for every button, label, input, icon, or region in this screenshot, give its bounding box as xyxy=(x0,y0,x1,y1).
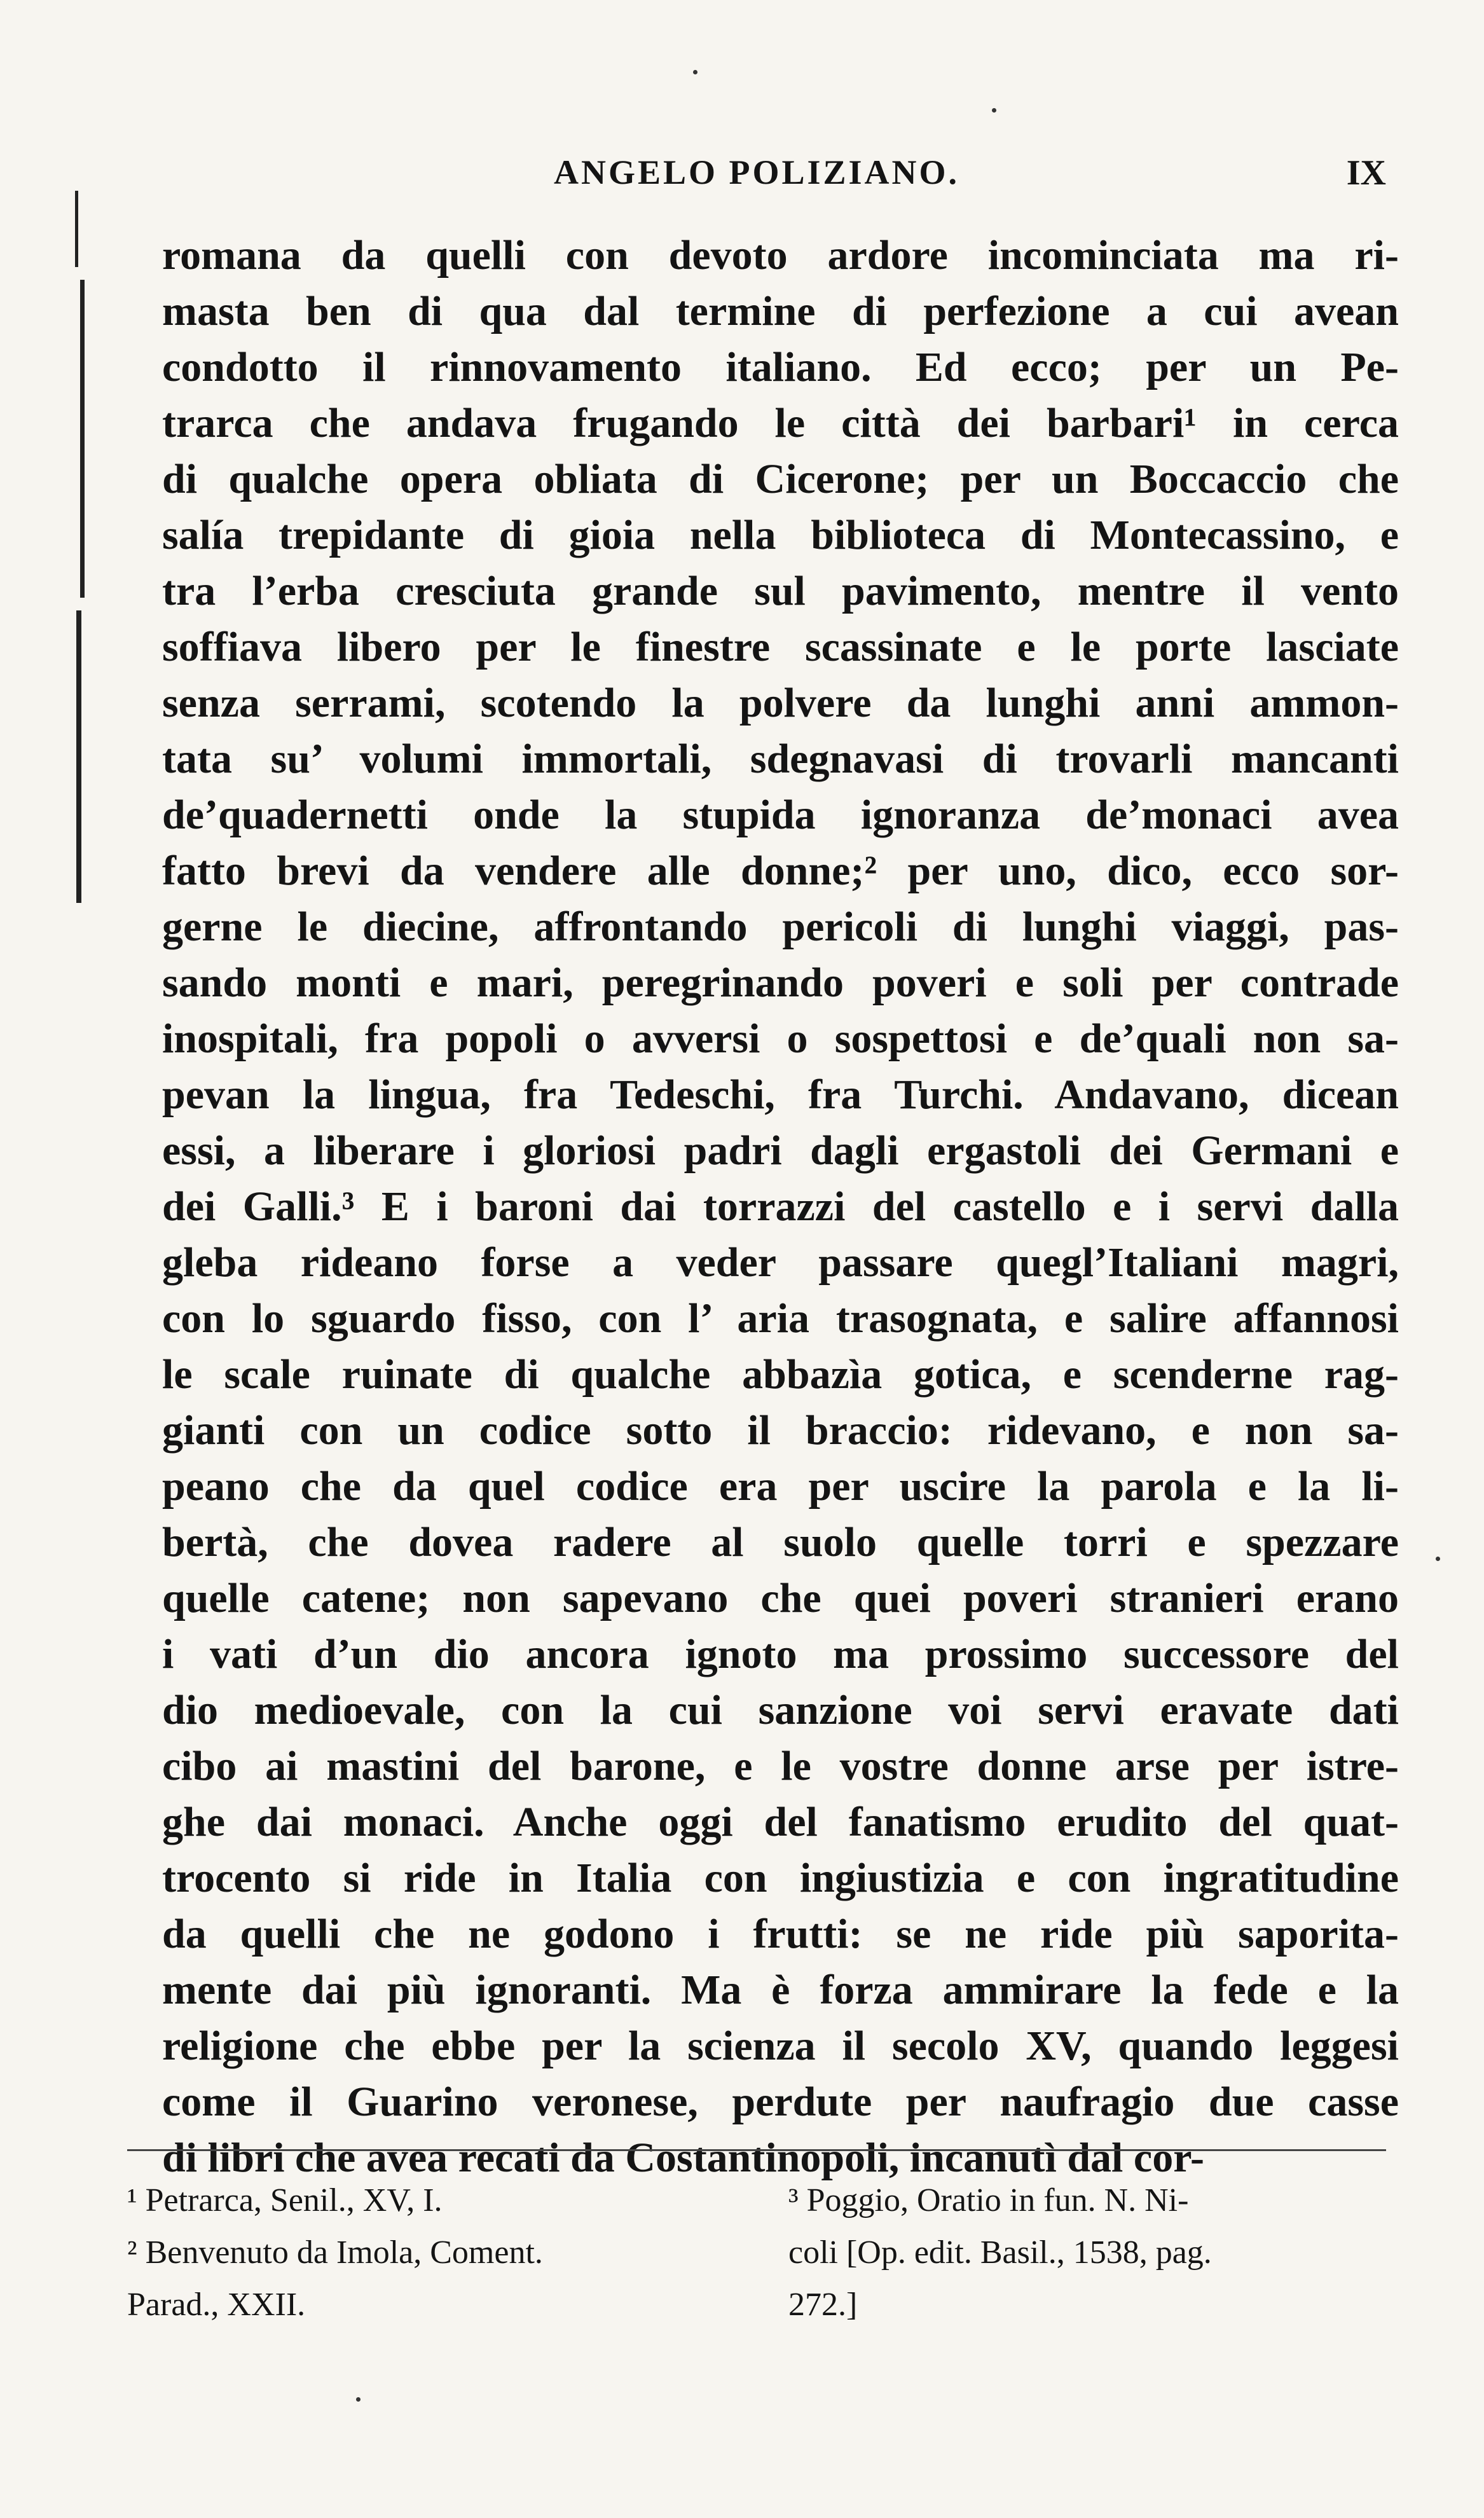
text-line: dei Galli.³ E i baroni dai torrazzi del castello e i servi dalla xyxy=(162,1183,1399,1230)
text-line: masta ben di qua dal termine di perfezione a cui avean xyxy=(162,288,1399,334)
text-line: gleba rideano forse a veder passare quegl’Italiani magri, xyxy=(162,1239,1399,1286)
footnotes-right-column xyxy=(788,2175,1386,2331)
text-line: inospitali, fra popoli o avversi o sospettosi e de’quali non sa- xyxy=(162,1015,1399,1062)
text-line: sando monti e mari, peregrinando poveri e soli per contrade xyxy=(162,960,1399,1006)
text-line: romana da quelli con devoto ardore incominciata ma ri- xyxy=(162,232,1399,279)
text-line: fatto brevi da vendere alle donne;² per uno, dico, ecco sor- xyxy=(162,848,1399,894)
text-line: di libri che avea recati da Costantinopoli, incanutì dal cor- xyxy=(162,2135,1205,2181)
text-line: con lo sguardo fisso, con l’ aria trasognata, e salire affannosi xyxy=(162,1295,1399,1342)
text-line: salía trepidante di gioia nella biblioteca di Montecassino, e xyxy=(162,512,1399,558)
text-line: essi, a liberare i gloriosi padri dagli ergastoli dei Germani e xyxy=(162,1127,1399,1174)
speck xyxy=(1436,1557,1440,1561)
text-line: trocento si ride in Italia con ingiustizia e con ingratitudine xyxy=(162,1855,1399,1901)
footnote-line: Parad., XXII. xyxy=(127,2287,306,2323)
footnote-line: 272.] xyxy=(788,2287,858,2323)
text-line: bertà, che dovea radere al suolo quelle torri e spezzare xyxy=(162,1519,1399,1565)
text-line: dio medioevale, con la cui sanzione voi servi eravate dati xyxy=(162,1687,1399,1733)
text-line: come il Guarino veronese, perdute per naufragio due casse xyxy=(162,2079,1399,2125)
page-number: IX xyxy=(1346,153,1386,193)
footnote-line: ³ Poggio, Oratio in fun. N. Ni- xyxy=(788,2182,1189,2219)
margin-mark xyxy=(80,280,85,598)
speck xyxy=(356,2397,361,2402)
text-line: mente dai più ignoranti. Ma è forza ammirare la fede e la xyxy=(162,1967,1399,2013)
margin-mark xyxy=(75,191,78,267)
text-line: peano che da quel codice era per uscire la parola e la li- xyxy=(162,1463,1399,1510)
text-line: cibo ai mastini del barone, e le vostre donne arse per istre- xyxy=(162,1743,1399,1789)
text-line: quelle catene; non sapevano che quei poveri stranieri erano xyxy=(162,1575,1399,1621)
text-line: da quelli che ne godono i frutti: se ne ride più saporita- xyxy=(162,1911,1399,1957)
body-text xyxy=(162,228,1399,2186)
text-line: de’quadernetti onde la stupida ignoranza de’monaci avea xyxy=(162,792,1399,838)
text-line: le scale ruinate di qualche abbazìa gotica, e scenderne rag- xyxy=(162,1351,1399,1398)
running-title: ANGELO POLIZIANO. xyxy=(553,153,960,191)
text-line: soffiava libero per le finestre scassinate e le porte lasciate xyxy=(162,624,1399,670)
text-line: ghe dai monaci. Anche oggi del fanatismo erudito del quat- xyxy=(162,1799,1399,1845)
footnote-line: coli [Op. edit. Basil., 1538, pag. xyxy=(788,2234,1212,2271)
footnote-line: ¹ Petrarca, Senil., XV, I. xyxy=(127,2182,443,2219)
text-line: i vati d’un dio ancora ignoto ma prossimo successore del xyxy=(162,1631,1399,1677)
text-line: condotto il rinnovamento italiano. Ed ecco; per un Pe- xyxy=(162,344,1399,390)
text-line: senza serrami, scotendo la polvere da lunghi anni ammon- xyxy=(162,680,1399,726)
text-line: gianti con un codice sotto il braccio: ridevano, e non sa- xyxy=(162,1407,1399,1454)
text-line: di qualche opera obliata di Cicerone; per un Boccaccio che xyxy=(162,456,1399,502)
page-header xyxy=(127,153,1386,203)
text-line: tata su’ volumi immortali, sdegnavasi di trovarli mancanti xyxy=(162,736,1399,782)
footnote-line: ² Benvenuto da Imola, Coment. xyxy=(127,2234,543,2271)
text-line: pevan la lingua, fra Tedeschi, fra Turchi. Andavano, dicean xyxy=(162,1071,1399,1118)
text-line: tra l’erba cresciuta grande sul pavimento, mentre il vento xyxy=(162,568,1399,614)
text-line: trarca che andava frugando le città dei barbari¹ in cerca xyxy=(162,400,1399,446)
speck xyxy=(693,70,697,74)
footnote-rule xyxy=(127,2149,1386,2151)
speck xyxy=(992,108,996,113)
footnotes-left-column xyxy=(127,2175,738,2331)
margin-mark xyxy=(76,610,81,903)
text-line: religione che ebbe per la scienza il secolo XV, quando leggesi xyxy=(162,2023,1399,2069)
text-line: gerne le diecine, affrontando pericoli di lunghi viaggi, pas- xyxy=(162,904,1399,950)
